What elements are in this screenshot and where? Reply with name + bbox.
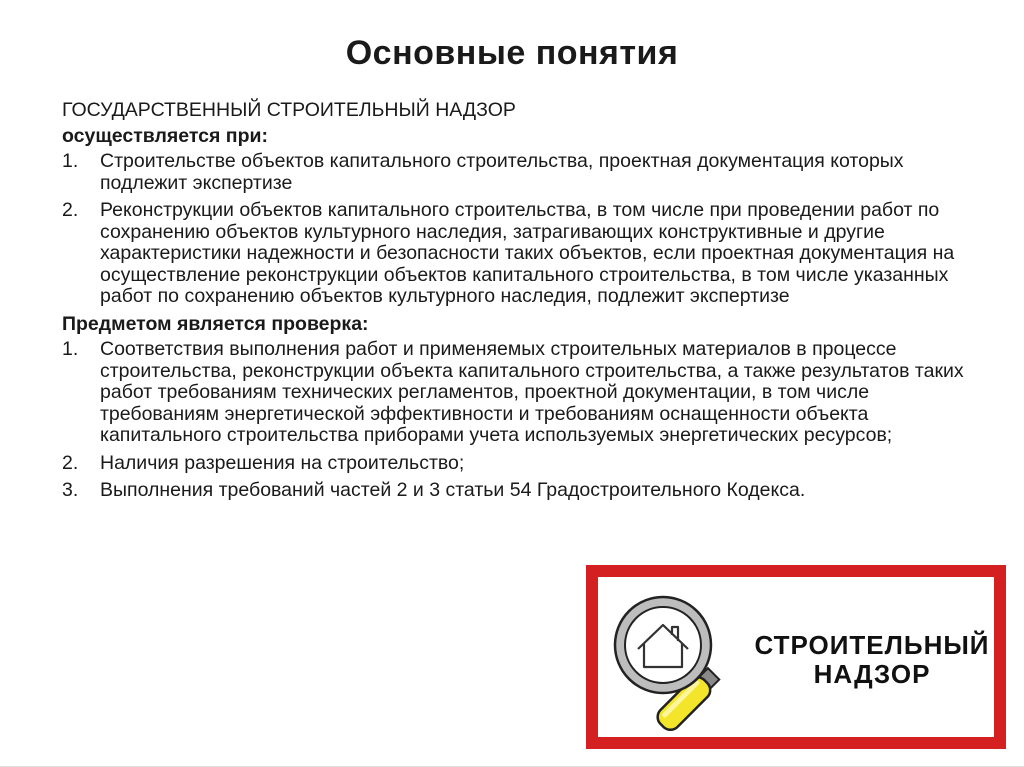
page-title: Основные понятия xyxy=(345,34,679,72)
list-item-number: 1. xyxy=(62,338,79,360)
logo-line-2: НАДЗОР xyxy=(813,659,931,689)
magnifier-house-icon xyxy=(608,583,758,743)
list-item-text: Наличия разрешения на строительство; xyxy=(100,451,465,474)
main-content xyxy=(62,100,992,508)
list-item xyxy=(62,151,992,194)
logo-line-1: СТРОИТЕЛЬНЫЙ xyxy=(754,630,990,660)
logo-text xyxy=(738,631,1006,689)
list-item xyxy=(62,200,992,308)
list-item xyxy=(62,480,992,502)
list-item-number: 3. xyxy=(62,479,79,501)
section1-heading: осуществляется при: xyxy=(62,124,268,147)
list-item xyxy=(62,453,992,475)
list-item-text: Реконструкции объектов капитального строительства, в том числе при проведении работ по сохранению объектов культурного наследия, затрагивающих конструктивные и другие характеристики надежности и безопасности таких объектов, если проектная документация на осуществление реконструкции объектов капитального строительства, в том числе указанных работ по сохранению объектов культурного наследия, подлежит экспертизе xyxy=(100,199,955,307)
list-item-number: 2. xyxy=(62,199,79,221)
intro-text: ГОСУДАРСТВЕННЫЙ СТРОИТЕЛЬНЫЙ НАДЗОР xyxy=(62,99,516,121)
list-item-text: Соответствия выполнения работ и применяемых строительных материалов в процессе строительства, реконструкции объекта капитального строительства, а также результатов таких работ требованиям технических регламентов, проектной документации, в том числе требованиям энергетической эффективности и требованиям оснащенности объекта капитального строительства приборами учета используемых энергетических ресурсов; xyxy=(100,338,964,446)
list-item-text: Выполнения требований частей 2 и 3 статьи 54 Градостроительного Кодекса. xyxy=(100,479,806,501)
construction-supervision-logo xyxy=(586,565,1006,749)
list-item-text: Строительстве объектов капитального строительства, проектная документация которых подлежит экспертизе xyxy=(100,150,904,194)
list-item-number: 1. xyxy=(62,150,79,172)
section2-heading: Предметом является проверка: xyxy=(62,312,369,335)
list-item-number: 2. xyxy=(62,451,79,474)
list-item xyxy=(62,339,992,447)
